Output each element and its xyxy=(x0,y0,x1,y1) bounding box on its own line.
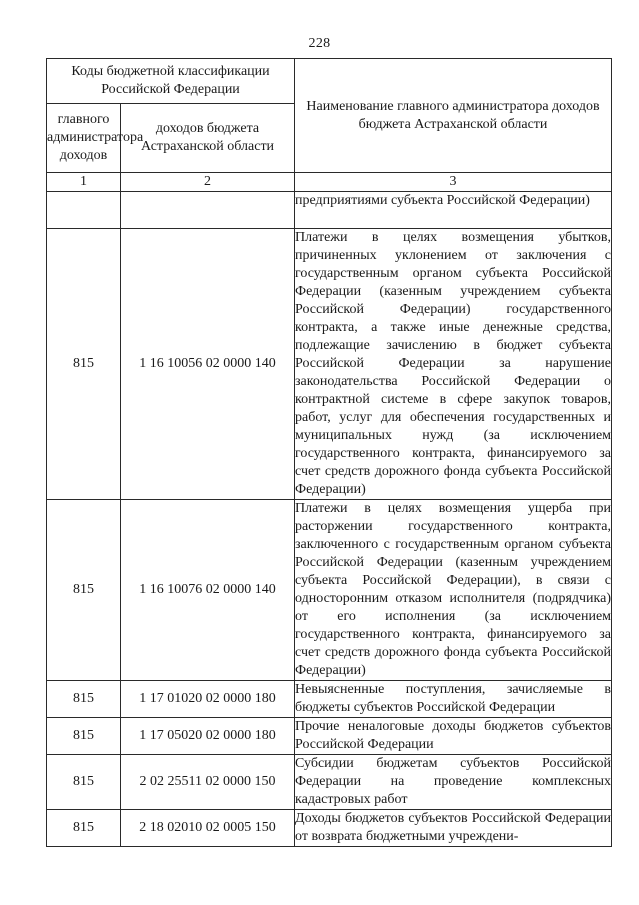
administrator-code: 815 xyxy=(47,755,121,810)
revenue-code: 1 16 10076 02 0000 140 xyxy=(121,500,295,681)
revenue-description: Доходы бюджетов субъектов Российской Федерации от возврата бюджетными учреждени- xyxy=(295,810,612,847)
table-row xyxy=(47,500,612,681)
budget-classification-table xyxy=(46,58,612,847)
administrator-code xyxy=(47,192,121,229)
header-codes-group: Коды бюджетной классификации Российской Федерации xyxy=(47,59,295,104)
header-main-administrator: главного администратора доходов xyxy=(47,104,121,173)
column-numbers-row xyxy=(47,173,612,192)
header-budget-revenues: доходов бюджета Астраханской области xyxy=(121,104,295,173)
revenue-code: 1 17 05020 02 0000 180 xyxy=(121,718,295,755)
revenue-description: Платежи в целях возмещения ущерба при расторжении государственного контракта, заключенного с государственным органом субъекта Российской Федерации (казенным учреждением субъекта Российской Федерации), в связи с односторонним отказом исполнителя (подрядчика) от его исполнения (за исключением государственного контракта, финансируемого за счет средств дорожного фонда субъекта Российской Федерации) xyxy=(295,500,612,681)
administrator-code: 815 xyxy=(47,229,121,500)
table-header xyxy=(47,59,612,192)
administrator-code: 815 xyxy=(47,500,121,681)
revenue-description: Невыясненные поступления, зачисляемые в бюджеты субъектов Российской Федерации xyxy=(295,681,612,718)
header-administrator-name: Наименование главного администратора доходов бюджета Астраханской области xyxy=(295,59,612,173)
revenue-code: 2 18 02010 02 0005 150 xyxy=(121,810,295,847)
revenue-description: Прочие неналоговые доходы бюджетов субъектов Российской Федерации xyxy=(295,718,612,755)
table-row xyxy=(47,192,612,229)
revenue-description: Платежи в целях возмещения убытков, причиненных уклонением от заключения с государственным органом субъекта Российской Федерации (казенным учреждением субъекта Российской Федерации) государственного контракта, а также иные денежные средства, подлежащие зачислению в бюджет субъекта Российской Федерации за нарушение законодательства Российской Федерации о контрактной системе в сфере закупок товаров, работ, услуг для обеспечения государственных и муниципальных нужд (за исключением государственного контракта, финансируемого за счет средств дорожного фонда субъекта Российской Федерации) xyxy=(295,229,612,500)
table-row xyxy=(47,229,612,500)
table-body xyxy=(47,192,612,847)
revenue-description: предприятиями субъекта Российской Федерации) xyxy=(295,192,612,229)
table-row xyxy=(47,755,612,810)
column-number-2: 2 xyxy=(121,173,295,192)
administrator-code: 815 xyxy=(47,681,121,718)
administrator-code: 815 xyxy=(47,810,121,847)
revenue-description: Субсидии бюджетам субъектов Российской Федерации на проведение комплексных кадастровых работ xyxy=(295,755,612,810)
revenue-code: 1 16 10056 02 0000 140 xyxy=(121,229,295,500)
revenue-code: 2 02 25511 02 0000 150 xyxy=(121,755,295,810)
revenue-code: 1 17 01020 02 0000 180 xyxy=(121,681,295,718)
table-row xyxy=(47,810,612,847)
table-row xyxy=(47,718,612,755)
table-row xyxy=(47,681,612,718)
administrator-code: 815 xyxy=(47,718,121,755)
revenue-code xyxy=(121,192,295,229)
column-number-3: 3 xyxy=(295,173,612,192)
column-number-1: 1 xyxy=(47,173,121,192)
page-number: 228 xyxy=(308,36,331,51)
